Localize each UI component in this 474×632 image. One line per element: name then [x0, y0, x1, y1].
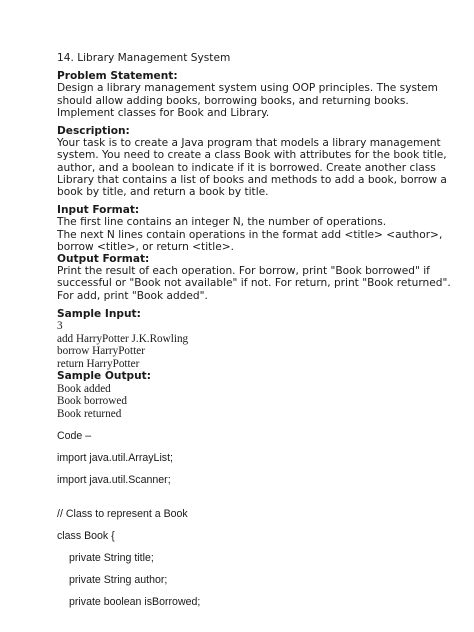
input-format-line: borrow <title>, or return <title>. — [57, 240, 235, 253]
problem-line: should allow adding books, borrowing books, and returning books. — [57, 94, 409, 107]
sample-input-line: add HarryPotter J.K.Rowling — [57, 332, 189, 345]
input-format-line: The next N lines contain operations in the format add <title> <author>, — [57, 228, 443, 241]
code-line: private String title; — [69, 552, 154, 565]
problem-line: Implement classes for Book and Library. — [57, 106, 270, 119]
description-line: book by title, and return a book by title. — [57, 186, 269, 199]
code-line: class Book { — [57, 530, 115, 543]
problem-line: Design a library management system using OOP principles. The system — [57, 82, 438, 95]
sample-output-line: Book added — [57, 382, 111, 395]
document-title: 14. Library Management System — [57, 52, 231, 64]
description-line: Your task is to create a Java program that models a library management — [57, 137, 441, 150]
sample-input-line: 3 — [57, 320, 63, 333]
sample-output-line: Book borrowed — [57, 395, 127, 408]
code-line: private String author; — [69, 574, 168, 587]
input-format-heading: Input Format: — [57, 204, 140, 217]
sample-input-line: borrow HarryPotter — [57, 345, 145, 358]
code-comment-line: // Class to represent a Book — [57, 508, 188, 521]
problem-heading: Problem Statement: — [57, 70, 178, 83]
sample-output-line: Book returned — [57, 407, 122, 420]
sample-input-line: return HarryPotter — [57, 357, 140, 370]
output-format-heading: Output Format: — [57, 253, 150, 266]
description-line: author, and a boolean to indicate if it is borrowed. Create another class — [57, 161, 436, 174]
output-format-line: Print the result of each operation. For borrow, print "Book borrowed" if — [57, 265, 430, 278]
sample-input-heading: Sample Input: — [57, 307, 141, 320]
description-heading: Description: — [57, 125, 130, 138]
code-line: private boolean isBorrowed; — [69, 596, 201, 609]
sample-output-heading: Sample Output: — [57, 370, 151, 383]
description-line: system. You need to create a class Book with attributes for the book title, — [57, 149, 447, 162]
description-line: Library that contains a list of books and methods to add a book, borrow a — [57, 173, 447, 186]
output-format-line: successful or "Book not available" if not. For return, print "Book returned". — [57, 277, 451, 290]
output-format-line: For add, print "Book added". — [57, 289, 208, 302]
document-page — [57, 52, 451, 609]
code-line: import java.util.Scanner; — [57, 474, 171, 487]
code-label: Code – — [57, 430, 92, 443]
code-line: import java.util.ArrayList; — [57, 452, 173, 465]
input-format-line: The first line contains an integer N, the number of operations. — [57, 216, 387, 229]
